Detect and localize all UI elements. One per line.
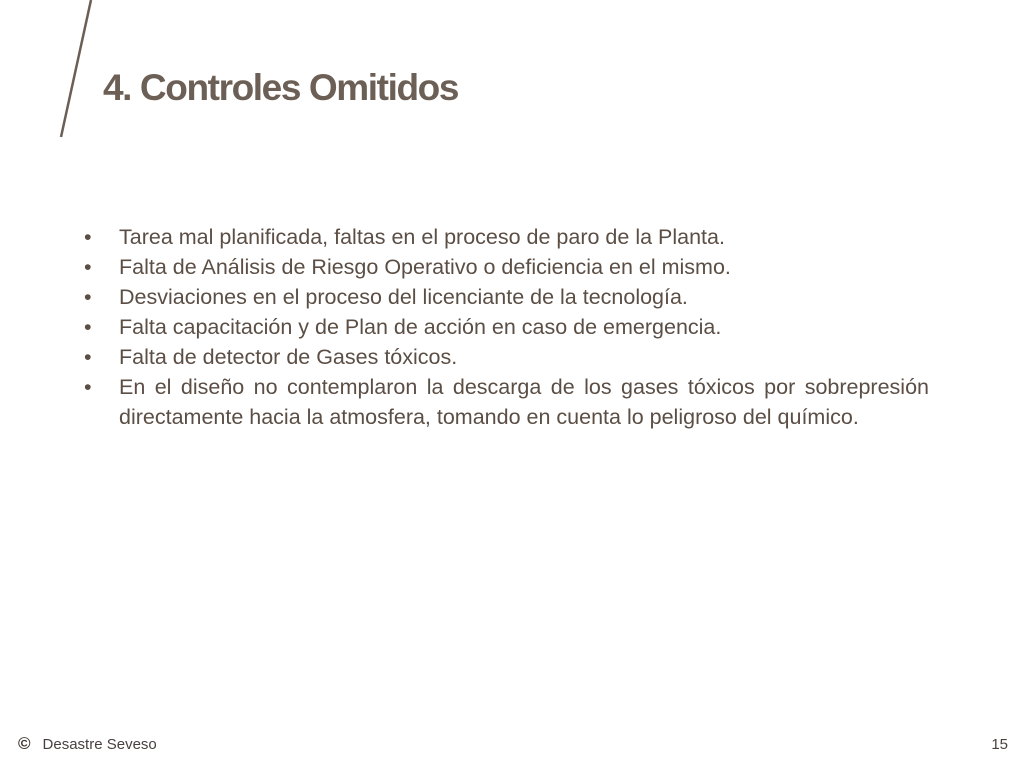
bullet-text: Falta de detector de Gases tóxicos. — [119, 345, 458, 369]
bullet-text: Tarea mal planificada, faltas en el proceso de paro de la Planta. — [119, 225, 725, 249]
copyright-icon: © — [18, 734, 31, 753]
footer-label: Desastre Seveso — [42, 735, 157, 753]
bullet-icon: • — [84, 375, 92, 399]
bullet-item — [84, 312, 929, 342]
bullet-icon: • — [84, 225, 92, 249]
bullet-list — [84, 222, 929, 432]
bullet-item — [84, 372, 929, 432]
bullet-item — [84, 282, 929, 312]
footer — [18, 734, 157, 754]
bullet-icon: • — [84, 255, 92, 279]
bullet-text: Falta de Análisis de Riesgo Operativo o deficiencia en el mismo. — [119, 255, 731, 279]
bullet-item — [84, 342, 929, 372]
bullet-text: En el diseño no contemplaron la descarga de los gases tóxicos por sobrepresión directamente hacia la atmosfera, tomando en cuenta lo peligroso del químico. — [119, 375, 929, 429]
slide-title: 4. Controles Omitidos — [103, 67, 459, 108]
page-number: 15 — [991, 736, 1008, 753]
bullet-item — [84, 252, 929, 282]
bullet-text: Falta capacitación y de Plan de acción en caso de emergencia. — [119, 315, 722, 339]
bullet-icon: • — [84, 285, 92, 309]
bullet-item — [84, 222, 929, 252]
bullet-icon: • — [84, 315, 92, 339]
accent-line-stroke — [61, 0, 91, 137]
bullet-icon: • — [84, 345, 92, 369]
bullet-text: Desviaciones en el proceso del licenciante de la tecnología. — [119, 285, 688, 309]
